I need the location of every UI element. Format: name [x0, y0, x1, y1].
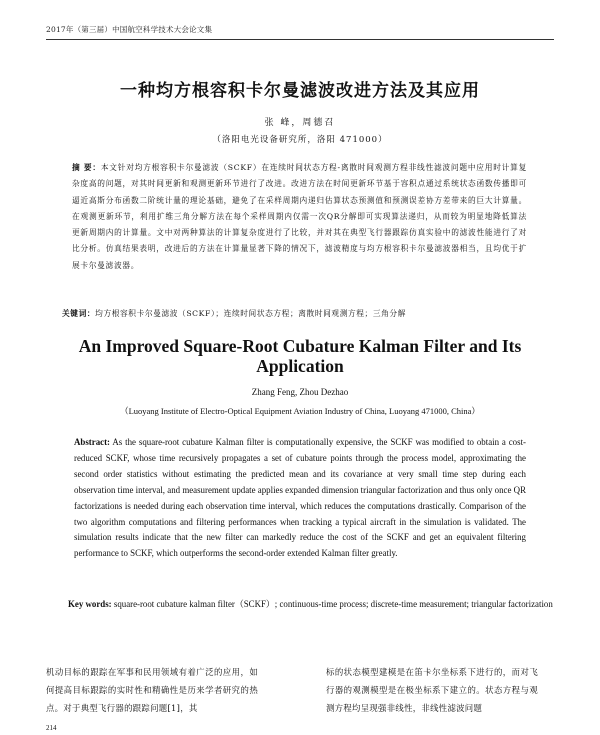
english-affiliation: （Luoyang Institute of Electro-Optical Equipment Aviation Industry of China, Luoyang 471000, China）	[120, 406, 480, 416]
body-right-column: 标的状态模型建模是在笛卡尔坐标系下进行的，而对飞行器的观测模型是在极坐标系下建立的。状态方程与观测方程均呈现强非线性，非线性滤波问题	[326, 667, 538, 713]
english-authors: Zhang Feng, Zhou Dezhao	[251, 387, 349, 397]
body-left-column: 机动目标的跟踪在军事和民用领域有着广泛的应用，如何提高目标跟踪的实时性和精确性是历来学者研究的热点。对于典型飞行器的跟踪问题[1]，其	[46, 667, 258, 713]
chinese-abstract-text: 本文针对均方根容积卡尔曼滤波（SCKF）在连续时间状态方程-离散时间观测方程非线性滤波问题中应用时计算复杂度高的问题，对其时间更新和观测更新环节进行了改进。改进方法在时间更新环节基于容积点通过系统状态函数传播即可逼近高斯分布函数二阶统计量的理论基础，避免了在采样周期内递归估算状态预测值和预测误差协方差带来的巨大计算量。在观测更新环节，利用扩维三角分解方法在每个采样周期内仅需一次QR分解即可实现算法递归，从而较为明显地降低算法更新周期内的计算量。文中对两种算法的计算复杂度进行了比较，并对其在典型飞行器跟踪仿真实验中的滤波性能进行了对比分析。仿真结果表明，改进后的方法在计算量显著下降的情况下，滤波精度与均方根容积卡尔曼滤波器相当，且均优于扩展卡尔曼滤波器。	[72, 163, 527, 270]
chinese-abstract-label: 摘 要：	[72, 163, 101, 172]
chinese-keywords-label: 关键词：	[62, 309, 96, 318]
page-number: 214	[46, 724, 57, 732]
chinese-abstract	[72, 160, 527, 274]
english-title: An Improved Square-Root Cubature Kalman Filter and Its Application	[78, 336, 522, 376]
running-head: 2017年（第三届）中国航空科学技术大会论文集	[46, 25, 213, 34]
english-abstract-label: Abstract:	[74, 437, 110, 447]
english-abstract	[74, 435, 526, 562]
header-rule	[46, 39, 554, 40]
chinese-affiliation: （洛阳电光设备研究所，洛阳 471000）	[212, 135, 388, 145]
english-keywords-text: square-root cubature kalman filter（SCKF）; continuous-time process; discrete-time measurement; triangular factorization	[113, 599, 553, 609]
chinese-title: 一种均方根容积卡尔曼滤波改进方法及其应用	[120, 81, 480, 101]
chinese-keywords-text: 均方根容积卡尔曼滤波（SCKF）；连续时间状态方程；离散时间观测方程；三角分解	[95, 309, 406, 318]
english-abstract-text: As the square-root cubature Kalman filter is computationally expensive, the SCKF was modified to obtain a cost-reduced SCKF, whose time recursively propagates a set of cubature points through the process model, approximating the second order statistics without estimating the predicted mean and its covariance at very small time step during each observation time interval, and measurement update applies expanded dimension triangular factorization and thus only once QR factorizations is needed during each observation time interval, which reduces the computations drastically. Comparison of the two algorithm computations and filtering performances when tracking a typical aircraft in the simulation is validated. The simulation results indicate that the new filter can markedly reduce the cost of the SCKF and get an equivalent filtering performance to SCKF, which outperforms the second-order extended Kalman filter greatly.	[74, 437, 526, 559]
english-keywords-label: Key words:	[68, 599, 112, 609]
chinese-authors: 张 峰，周德召	[264, 118, 336, 128]
english-keywords	[68, 597, 594, 613]
chinese-keywords	[62, 306, 532, 322]
